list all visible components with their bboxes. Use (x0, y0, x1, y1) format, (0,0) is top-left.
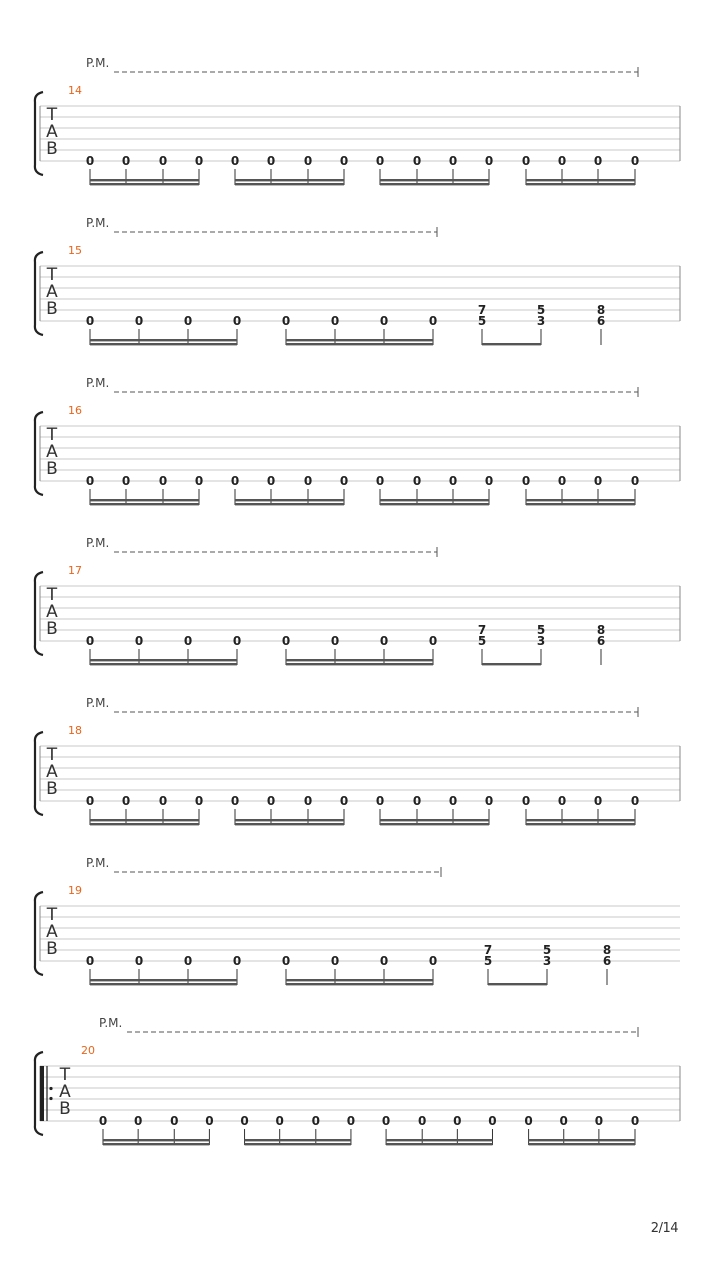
repeat-dot (49, 1097, 52, 1100)
beam-primary (90, 823, 199, 825)
fret-number: 0 (85, 474, 95, 488)
tab-system-bar-16 (35, 376, 680, 505)
beam-primary (235, 503, 344, 505)
bar-number: 15 (68, 244, 82, 257)
fret-number: 0 (524, 1114, 533, 1128)
chord-fret-high: 7 (477, 623, 487, 637)
beam-primary (529, 1143, 635, 1145)
system-bracket (35, 92, 43, 175)
beam-chord (482, 663, 541, 665)
fret-number: 0 (381, 1114, 391, 1128)
fret-number: 0 (521, 154, 531, 168)
fret-number: 0 (158, 794, 168, 808)
beam-secondary (526, 819, 635, 821)
fret-number: 0 (303, 794, 313, 808)
fret-number: 0 (594, 1114, 604, 1128)
beam-primary (380, 823, 489, 825)
fret-number: 0 (630, 474, 640, 488)
fret-number: 0 (488, 1114, 497, 1128)
fret-number: 0 (559, 1114, 568, 1128)
fret-number: 0 (412, 474, 422, 488)
beam-secondary (235, 819, 344, 821)
tab-clef-a: A (46, 442, 58, 462)
chord-fret-low: 5 (477, 634, 487, 648)
beam-primary (380, 183, 489, 185)
palm-mute-label: P.M. (99, 1016, 123, 1030)
chord-fret-low: 6 (602, 954, 612, 968)
fret-number: 0 (232, 314, 242, 328)
beam-primary (90, 183, 199, 185)
fret-number: 0 (85, 634, 95, 648)
fret-number: 0 (183, 634, 193, 648)
beam-secondary (90, 979, 237, 981)
palm-mute-label: P.M. (86, 56, 110, 70)
fret-number: 0 (240, 1114, 249, 1128)
fret-number: 0 (121, 794, 131, 808)
fret-number: 0 (330, 954, 340, 968)
beam-primary (526, 503, 635, 505)
fret-number: 0 (85, 954, 95, 968)
palm-mute-label: P.M. (86, 216, 110, 230)
fret-number: 0 (448, 154, 458, 168)
tab-clef-t: T (46, 265, 58, 285)
bar-number: 16 (68, 404, 82, 417)
fret-number: 0 (232, 634, 242, 648)
fret-number: 0 (303, 154, 313, 168)
bar-number: 14 (68, 84, 82, 97)
beam-secondary (90, 819, 199, 821)
palm-mute-label: P.M. (86, 536, 110, 550)
fret-number: 0 (484, 794, 494, 808)
fret-number: 0 (158, 154, 168, 168)
chord-fret-low: 5 (483, 954, 493, 968)
fret-number: 0 (194, 794, 204, 808)
fret-number: 0 (281, 314, 291, 328)
fret-number: 0 (346, 1114, 356, 1128)
beam-secondary (386, 1139, 492, 1141)
beam-secondary (286, 339, 433, 341)
tab-clef-t: T (46, 905, 58, 925)
beam-secondary (286, 979, 433, 981)
fret-number: 0 (85, 314, 95, 328)
fret-number: 0 (428, 634, 438, 648)
fret-number: 0 (230, 154, 240, 168)
fret-number: 0 (521, 794, 531, 808)
tab-clef-a: A (46, 122, 58, 142)
fret-number: 0 (375, 794, 385, 808)
fret-number: 0 (630, 794, 640, 808)
fret-number: 0 (418, 1114, 427, 1128)
tab-clef-a: A (46, 282, 58, 302)
beam-primary (235, 183, 344, 185)
fret-number: 0 (428, 954, 438, 968)
fret-number: 0 (379, 314, 389, 328)
repeat-thick-bar (40, 1066, 44, 1121)
beam-primary (245, 1143, 351, 1145)
fret-number: 0 (412, 154, 422, 168)
fret-number: 0 (266, 154, 276, 168)
beam-secondary (380, 499, 489, 501)
chord-fret-low: 6 (596, 634, 606, 648)
fret-number: 0 (593, 154, 603, 168)
fret-number: 0 (205, 1114, 214, 1128)
chord-fret-high: 8 (596, 303, 606, 317)
fret-number: 0 (170, 1114, 179, 1128)
beam-secondary (90, 339, 237, 341)
chord-fret-low: 6 (596, 314, 606, 328)
tab-clef-t: T (46, 585, 58, 605)
bar-number: 17 (68, 564, 82, 577)
palm-mute-label: P.M. (86, 696, 110, 710)
beam-secondary (103, 1139, 209, 1141)
beam-secondary (90, 499, 199, 501)
chord-fret-high: 5 (542, 943, 552, 957)
tab-clef-a: A (46, 602, 58, 622)
fret-number: 0 (183, 954, 193, 968)
system-bracket (35, 252, 43, 335)
fret-number: 0 (121, 474, 131, 488)
fret-number: 0 (281, 954, 291, 968)
fret-number: 0 (521, 474, 531, 488)
fret-number: 0 (453, 1114, 462, 1128)
fret-number: 0 (230, 794, 240, 808)
palm-mute-label: P.M. (86, 856, 110, 870)
fret-number: 0 (484, 474, 494, 488)
tab-clef-a: A (59, 1082, 71, 1102)
tab-clef-t: T (59, 1065, 71, 1085)
repeat-dot (49, 1087, 52, 1090)
chord-fret-low: 3 (536, 314, 546, 328)
fret-number: 0 (557, 474, 567, 488)
beam-primary (386, 1143, 492, 1145)
beam-secondary (90, 179, 199, 181)
tab-clef-a: A (46, 922, 58, 942)
tab-clef-b: B (46, 779, 58, 799)
beam-secondary (526, 179, 635, 181)
fret-number: 0 (303, 474, 313, 488)
beam-secondary (245, 1139, 351, 1141)
beam-primary (90, 663, 237, 665)
chord-fret-high: 7 (483, 943, 493, 957)
tab-clef-t: T (46, 425, 58, 445)
chord-fret-high: 8 (596, 623, 606, 637)
fret-number: 0 (484, 154, 494, 168)
fret-number: 0 (266, 794, 276, 808)
system-bracket (35, 412, 43, 495)
fret-number: 0 (448, 474, 458, 488)
chord-fret-high: 7 (477, 303, 487, 317)
fret-number: 0 (593, 794, 603, 808)
fret-number: 0 (330, 634, 340, 648)
tab-clef-b: B (46, 619, 58, 639)
fret-number: 0 (194, 154, 204, 168)
fret-number: 0 (311, 1114, 320, 1128)
fret-number: 0 (330, 314, 340, 328)
beam-secondary (526, 499, 635, 501)
chord-fret-low: 5 (477, 314, 487, 328)
beam-primary (526, 183, 635, 185)
beam-primary (286, 663, 433, 665)
tab-system-bar-20 (35, 1016, 680, 1145)
fret-number: 0 (412, 794, 422, 808)
beam-primary (103, 1143, 209, 1145)
chord-fret-low: 3 (536, 634, 546, 648)
beam-secondary (286, 659, 433, 661)
beam-secondary (235, 499, 344, 501)
fret-number: 0 (134, 954, 144, 968)
bar-number: 19 (68, 884, 82, 897)
tab-clef-b: B (46, 939, 58, 959)
fret-number: 0 (379, 954, 389, 968)
fret-number: 0 (557, 794, 567, 808)
fret-number: 0 (557, 154, 567, 168)
beam-primary (235, 823, 344, 825)
fret-number: 0 (266, 474, 276, 488)
fret-number: 0 (281, 634, 291, 648)
beam-primary (90, 503, 199, 505)
tab-system-bar-18 (35, 696, 680, 825)
fret-number: 0 (339, 474, 349, 488)
fret-number: 0 (194, 474, 204, 488)
fret-number: 0 (85, 794, 95, 808)
fret-number: 0 (98, 1114, 108, 1128)
chord-fret-high: 5 (536, 303, 546, 317)
fret-number: 0 (593, 474, 603, 488)
palm-mute-label: P.M. (86, 376, 110, 390)
fret-number: 0 (339, 154, 349, 168)
fret-number: 0 (375, 154, 385, 168)
beam-secondary (90, 659, 237, 661)
system-bracket (35, 572, 43, 655)
fret-number: 0 (339, 794, 349, 808)
tab-system-bar-15 (35, 216, 680, 345)
tab-clef-t: T (46, 105, 58, 125)
fret-number: 0 (158, 474, 168, 488)
fret-number: 0 (630, 154, 640, 168)
beam-primary (526, 823, 635, 825)
bar-number: 18 (68, 724, 82, 737)
fret-number: 0 (134, 634, 144, 648)
fret-number: 0 (230, 474, 240, 488)
beam-secondary (380, 819, 489, 821)
beam-primary (90, 343, 237, 345)
beam-primary (286, 343, 433, 345)
beam-secondary (235, 179, 344, 181)
beam-primary (380, 503, 489, 505)
fret-number: 0 (379, 634, 389, 648)
tab-system-bar-14 (35, 56, 680, 185)
tab-clef-b: B (46, 459, 58, 479)
tab-clef-b: B (46, 139, 58, 159)
fret-number: 0 (275, 1114, 284, 1128)
fret-number: 0 (183, 314, 193, 328)
chord-fret-high: 8 (602, 943, 612, 957)
fret-number: 0 (85, 154, 95, 168)
fret-number: 0 (375, 474, 385, 488)
beam-primary (286, 983, 433, 985)
fret-number: 0 (232, 954, 242, 968)
tab-clef-a: A (46, 762, 58, 782)
beam-primary (90, 983, 237, 985)
tab-clef-b: B (46, 299, 58, 319)
fret-number: 0 (133, 1114, 143, 1128)
beam-chord (488, 983, 547, 985)
chord-fret-high: 5 (536, 623, 546, 637)
system-bracket (35, 732, 43, 815)
page-number: 2/14 (650, 1221, 678, 1236)
tab-system-bar-17 (35, 536, 680, 665)
fret-number: 0 (121, 154, 131, 168)
beam-chord (482, 343, 541, 345)
tab-system-bar-19 (35, 856, 680, 985)
tab-clef-t: T (46, 745, 58, 765)
fret-number: 0 (428, 314, 438, 328)
fret-number: 0 (448, 794, 458, 808)
tab-clef-b: B (59, 1099, 71, 1119)
fret-number: 0 (134, 314, 144, 328)
fret-number: 0 (630, 1114, 640, 1128)
bar-number: 20 (81, 1044, 95, 1057)
beam-secondary (529, 1139, 635, 1141)
chord-fret-low: 3 (542, 954, 552, 968)
beam-secondary (380, 179, 489, 181)
system-bracket (35, 892, 43, 975)
